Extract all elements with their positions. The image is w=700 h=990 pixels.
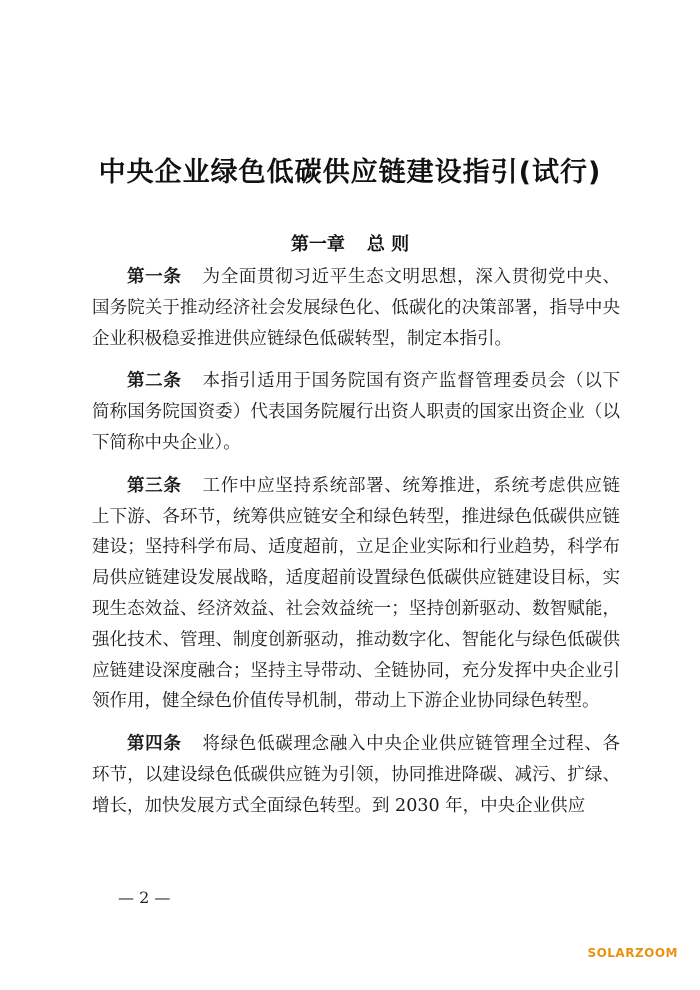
article-text: 本指引适用于国务院国有资产监督管理委员会（以下简称国务院国资委）代表国务院履行出资人职责的国家出资企业（以下简称中央企业）。 — [92, 371, 621, 453]
article-text: 工作中应坚持系统部署、统筹推进，系统考虑供应链上下游、各环节，统筹供应链安全和绿色转型，推进绿色低碳供应链建设；坚持科学布局、适度超前，立足企业实际和行业趋势，科学布局供应链建设发展战略，适度超前设置绿色低碳供应链建设目标，实现生态效益、经济效益、社会效益统一；坚持创新驱动、数智赋能，强化技术、管理、制度创新驱动，推动数字化、智能化与绿色低碳供应链建设深度融合；坚持主导带动、全链协同，充分发挥中央企业引领作用，健全绿色价值传导机制，带动上下游企业协同绿色转型。 — [92, 475, 621, 712]
page-number: — 2 — — [118, 888, 171, 907]
article-3 — [92, 471, 620, 717]
watermark-logo: SOLARZOOM — [587, 946, 678, 960]
article-label: 第一条 — [127, 267, 182, 287]
chapter-number: 第一章 — [290, 234, 345, 255]
article-text: 将绿色低碳理念融入中央企业供应链管理全过程、各环节，以建设绿色低碳供应链为引领，协同推进降碳、减污、扩绿、增长，加快发展方式全面绿色转型。到 2030 年，中央企业供应 — [92, 734, 621, 816]
article-label: 第三条 — [127, 475, 182, 496]
document-body — [92, 262, 620, 834]
article-label: 第二条 — [127, 371, 182, 392]
chapter-heading — [0, 230, 700, 256]
article-text: 为全面贯彻习近平生态文明思想，深入贯彻党中央、国务院关于推动经济社会发展绿色化、低碳化的决策部署，指导中央企业积极稳妥推进供应链绿色低碳转型，制定本指引。 — [92, 267, 621, 349]
chapter-name: 总 则 — [366, 234, 410, 255]
article-4 — [92, 729, 620, 821]
article-2 — [92, 366, 620, 458]
article-label: 第四条 — [127, 734, 182, 755]
article-1 — [92, 262, 620, 354]
document-title: 中央企业绿色低碳供应链建设指引(试行) — [98, 157, 602, 188]
